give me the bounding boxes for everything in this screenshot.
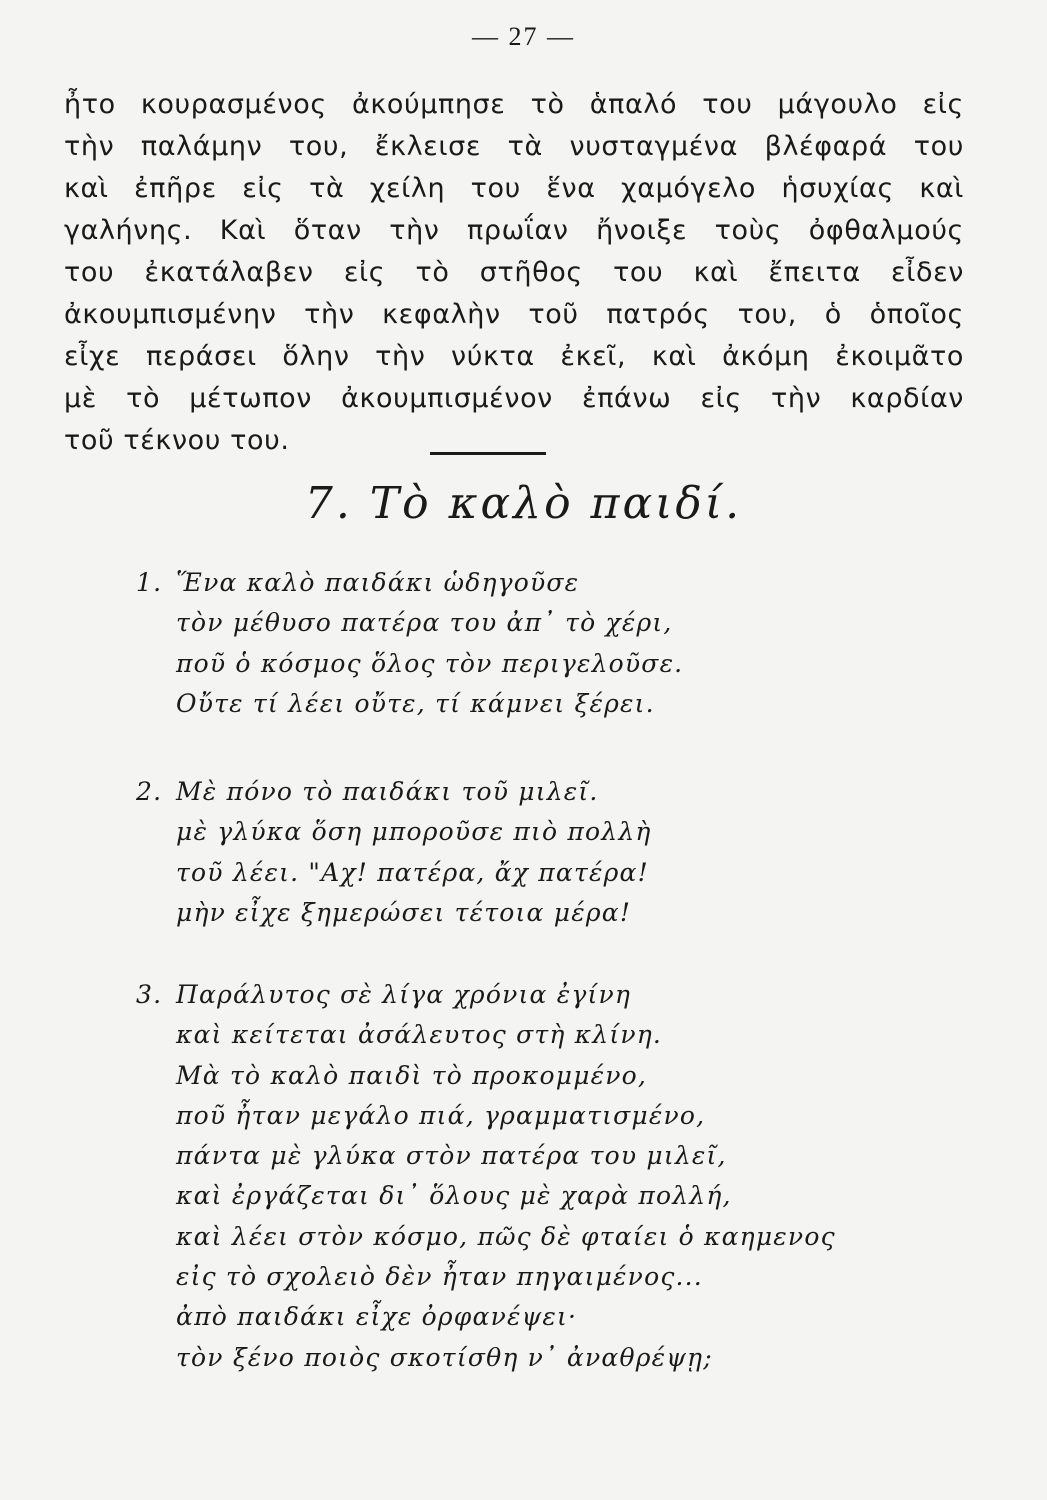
stanza [136, 563, 683, 724]
prose-line: του ἐκατάλαβεν εἰς τὸ στῆθος του καὶ ἔπειτα εἶδεν [64, 257, 964, 288]
prose-line: καὶ ἐπῆρε εἰς τὰ χείλη του ἕνα χαμόγελο ἡσυχίας καὶ [64, 173, 964, 204]
prose-line: ἦτο κουρασμένος ἀκούμπησε τὸ ἁπαλό του μάγουλο εἰς [64, 89, 964, 120]
verse-line: τὸν ξένο ποιὸς σκοτίσθη ν᾿ ἀναθρέψῃ; [176, 1342, 713, 1372]
verse-line: πάντα μὲ γλύκα στὸν πατέρα του μιλεῖ, [176, 1141, 727, 1171]
section-divider [430, 452, 546, 455]
prose-line: γαλήνης. Καὶ ὅταν τὴν πρωΐαν ἤνοιξε τοὺς ὀφθαλμούς [64, 215, 964, 246]
prose-line: ἀκουμπισμένην τὴν κεφαλὴν τοῦ πατρός του, ὁ ὁποῖος [64, 299, 964, 330]
verse-line: ποῦ ὁ κόσμος ὅλος τὸν περιγελοῦσε. [176, 648, 684, 678]
verse-line: ποῦ ἦταν μεγάλο πιά, γραμματισμένο, [176, 1100, 706, 1130]
prose-line: μὲ τὸ μέτωπον ἀκουμπισμένον ἐπάνω εἰς τὴν καρδίαν [64, 383, 964, 414]
verse-line: τοῦ λέει. "Αχ! πατέρα, ἄχ πατέρα! [176, 857, 649, 887]
page-number: — 27 — [472, 22, 575, 51]
verse-line: Παράλυτος σὲ λίγα χρόνια ἐγίνη [176, 980, 632, 1009]
verse-line: καὶ ἐργάζεται δι᾿ ὅλους μὲ χαρὰ πολλή, [176, 1181, 732, 1211]
verse-line: καὶ λέει στὸν κόσμο, πῶς δὲ φταίει ὁ καημενος [176, 1221, 836, 1251]
prose-paragraph [64, 84, 964, 462]
verse-line: μὴν εἶχε ξημερώσει τέτοια μέρα! [176, 897, 632, 927]
prose-line: τοῦ τέκνου του. [64, 425, 290, 456]
prose-line: εἶχε περάσει ὅλην τὴν νύκτα ἐκεῖ, καὶ ἀκόμη ἐκοιμᾶτο [64, 341, 964, 372]
verse-line: καὶ κείτεται ἀσάλευτος στὴ κλίνη. [176, 1020, 663, 1050]
verse-line: Μὲ πόνο τὸ παιδάκι τοῦ μιλεῖ. [176, 777, 599, 806]
stanza-number: 3. [136, 980, 163, 1009]
prose-line: τὴν παλάμην του, ἔκλεισε τὰ νυσταγμένα βλέφαρά του [64, 131, 964, 162]
verse-line: μὲ γλύκα ὅση μποροῦσε πιὸ πολλὴ [176, 817, 652, 847]
stanza [136, 772, 652, 933]
verse-line: Οὔτε τί λέει οὔτε, τί κάμνει ξέρει. [176, 688, 655, 718]
verse-line: τὸν μέθυσο πατέρα του ἀπ᾿ τὸ χέρι, [176, 608, 673, 638]
poem-title: 7. Τὸ καλὸ παιδί. [304, 478, 743, 529]
verse-line: ἀπὸ παιδάκι εἶχε ὀρφανέψει· [176, 1302, 578, 1332]
stanza-number: 1. [136, 568, 163, 597]
stanza [136, 975, 836, 1378]
stanza-number: 2. [136, 777, 163, 806]
verse-line: εἰς τὸ σχολειὸ δὲν ἦταν πηγαιμένος... [176, 1262, 703, 1292]
verse-line: Ἕνα καλὸ παιδάκι ὡδηγοῦσε [176, 568, 580, 597]
verse-line: Μὰ τὸ καλὸ παιδὶ τὸ προκομμένο, [176, 1060, 648, 1090]
